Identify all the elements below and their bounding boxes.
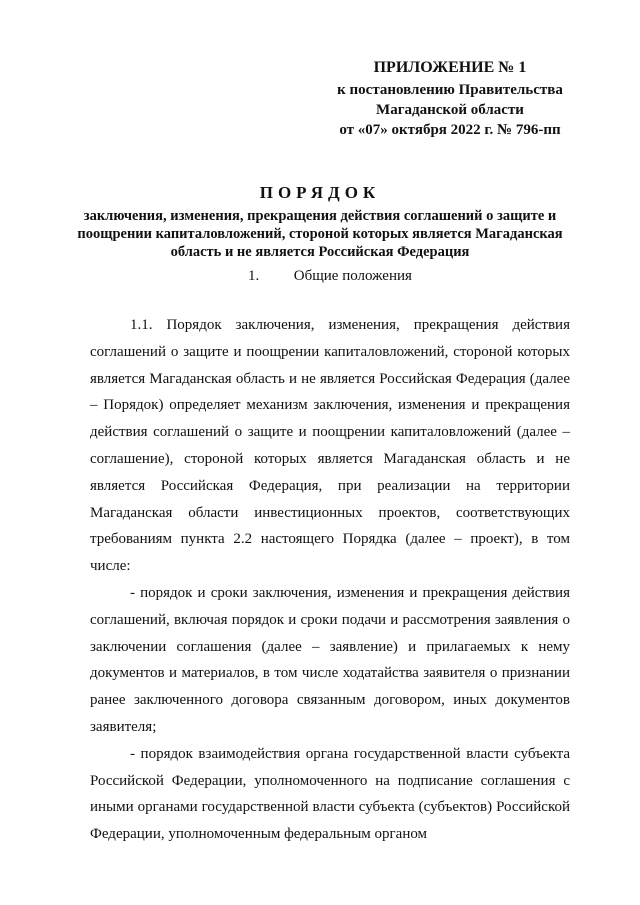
appendix-title: ПРИЛОЖЕНИЕ № 1: [373, 59, 527, 76]
appendix-line: от «07» октября 2022 г. № 796-пп: [339, 122, 561, 138]
appendix-line: к постановлению Правительства: [337, 82, 563, 98]
paragraph: 1.1. Порядок заключения, изменения, прекращения действия соглашений о защите и поощрении капиталовложений, стороной которых является Магаданская область и не является Российская Федерация (далее – Порядок) определяет механизм заключения, изменения и прекращения действия соглашений о защите и поощрении капиталовложений (далее – соглашение), стороной которых является Магаданская область и не является Российская Федерация, при реализации на территории Магаданская области инвестиционных проектов, соответствующих требованиям пункта 2.2 настоящего Порядка (далее – проект), в том числе:: [90, 317, 570, 575]
paragraph: - порядок и сроки заключения, изменения и прекращения действия соглашений, включая порядок и сроки подачи и рассмотрения заявления о заключении соглашения (далее – заявление) и прилагаемых к нему документов и материалов, в том числе ходатайства заявителя о признании ранее заключенного договора связанным договором, иных документов заявителя;: [90, 584, 570, 735]
document-title: ПОРЯДОК: [259, 183, 381, 202]
appendix-line: Магаданской области: [376, 102, 524, 118]
document-subtitle: заключения, изменения, прекращения действия соглашений о защите и поощрении капиталовложений, стороной которых является Магаданская область и не является Российская Федерация: [77, 208, 563, 260]
section-number: 1.: [248, 268, 260, 284]
section-heading: [248, 268, 412, 285]
section-title: Общие положения: [293, 268, 412, 284]
document-body: [90, 312, 570, 848]
appendix-header: [330, 58, 570, 140]
paragraph: - порядок взаимодействия органа государственной власти субъекта Российской Федерации, уполномоченного на подписание соглашения с иными органами государственной власти субъекта (субъектов) Российской Федерации, уполномоченным федеральным органом: [90, 745, 570, 843]
